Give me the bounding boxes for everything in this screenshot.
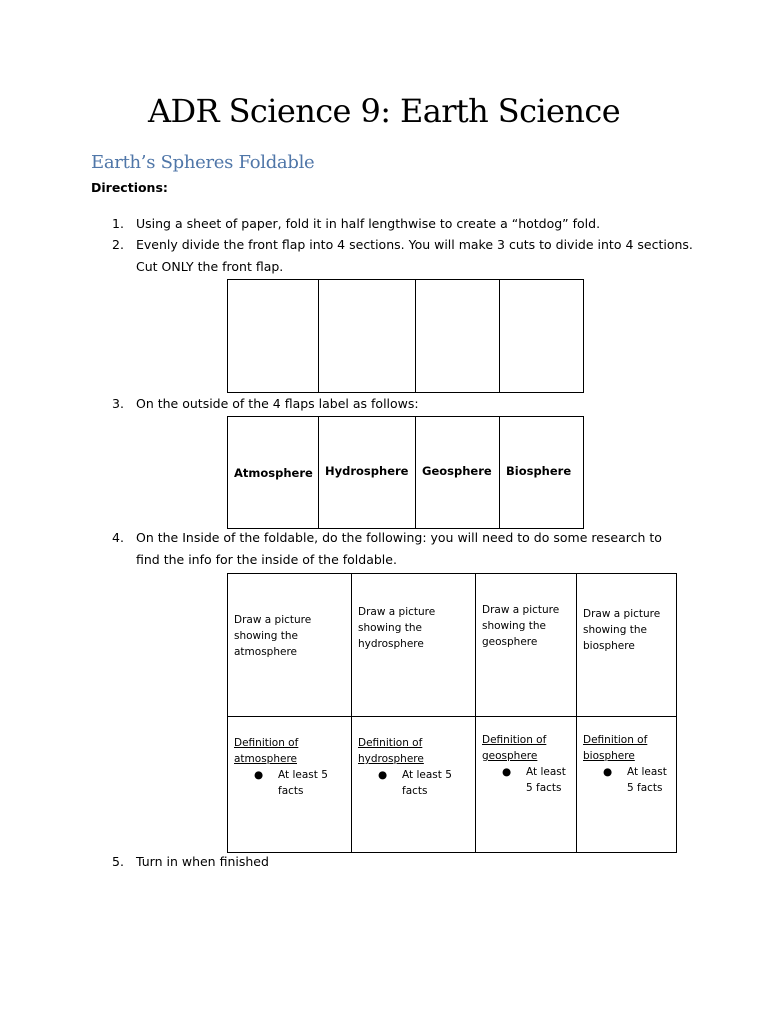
bullet-item: ● At least (603, 766, 667, 778)
definition-label: atmosphere (234, 753, 297, 765)
flap-section (416, 280, 500, 393)
step-text: Turn in when finished (136, 854, 269, 869)
flap-label-hydrosphere: Hydrosphere (319, 417, 416, 529)
definition-label: Definition of (583, 734, 648, 746)
bullet-item-continued: facts (402, 785, 428, 797)
picture-cell-atmosphere: Draw a picture showing the atmosphere (228, 574, 352, 717)
bullet-icon: ● (254, 769, 264, 781)
bullet-item-continued: facts (278, 785, 304, 797)
bullet-icon: ● (502, 766, 512, 778)
page-title: ADR Science 9: Earth Science (147, 92, 621, 130)
front-flap-sections-diagram (227, 279, 584, 393)
bullet-item-continued: 5 facts (526, 782, 562, 794)
step-text: Evenly divide the front flap into 4 sections. You will make 3 cuts to divide into 4 sections. (136, 237, 693, 252)
bullet-item: ● At least 5 (254, 769, 328, 781)
outside-labels-diagram (227, 416, 584, 529)
bullet-icon: ● (603, 766, 613, 778)
definition-cell-hydrosphere (352, 717, 476, 853)
flap-section (500, 280, 584, 393)
bullet-item-continued: 5 facts (627, 782, 663, 794)
bullet-icon: ● (378, 769, 388, 781)
definition-cell-biosphere (577, 717, 677, 853)
definition-label: geosphere (482, 750, 538, 762)
definition-label: Definition of (358, 737, 423, 749)
directions-label: Directions: (91, 180, 168, 195)
definition-label: hydrosphere (358, 753, 424, 765)
step-number: 1. (112, 216, 124, 231)
bullet-item: ● At least (502, 766, 566, 778)
definition-label: Definition of (234, 737, 299, 749)
definition-label: Definition of (482, 734, 547, 746)
step-text: Cut ONLY the front flap. (136, 259, 284, 274)
definition-cell-atmosphere (228, 717, 352, 853)
flap-label-geosphere: Geosphere (416, 417, 500, 529)
step-number: 5. (112, 854, 124, 869)
step-text: On the Inside of the foldable, do the following: you will need to do some research to (136, 530, 662, 545)
flap-section (228, 280, 319, 393)
definition-cell-geosphere (476, 717, 577, 853)
bullet-item: ● At least 5 (378, 769, 452, 781)
picture-cell-biosphere: Draw a picture showing the biosphere (577, 574, 677, 717)
step-text: On the outside of the 4 flaps label as follows: (136, 396, 419, 411)
picture-cell-hydrosphere: Draw a picture showing the hydrosphere (352, 574, 476, 717)
flap-label-atmosphere: Atmosphere (228, 417, 319, 529)
definition-label: biosphere (583, 750, 635, 762)
flap-section (319, 280, 416, 393)
step-number: 4. (112, 530, 124, 545)
step-number: 3. (112, 396, 124, 411)
step-number: 2. (112, 237, 124, 252)
step-text: Using a sheet of paper, fold it in half lengthwise to create a “hotdog” fold. (136, 216, 601, 231)
flap-label-biosphere: Biosphere (500, 417, 584, 529)
inside-foldable-diagram (227, 573, 677, 853)
picture-cell-geosphere: Draw a picture showing the geosphere (476, 574, 577, 717)
step-text: find the info for the inside of the foldable. (136, 552, 397, 567)
section-heading: Earth’s Spheres Foldable (91, 152, 315, 173)
